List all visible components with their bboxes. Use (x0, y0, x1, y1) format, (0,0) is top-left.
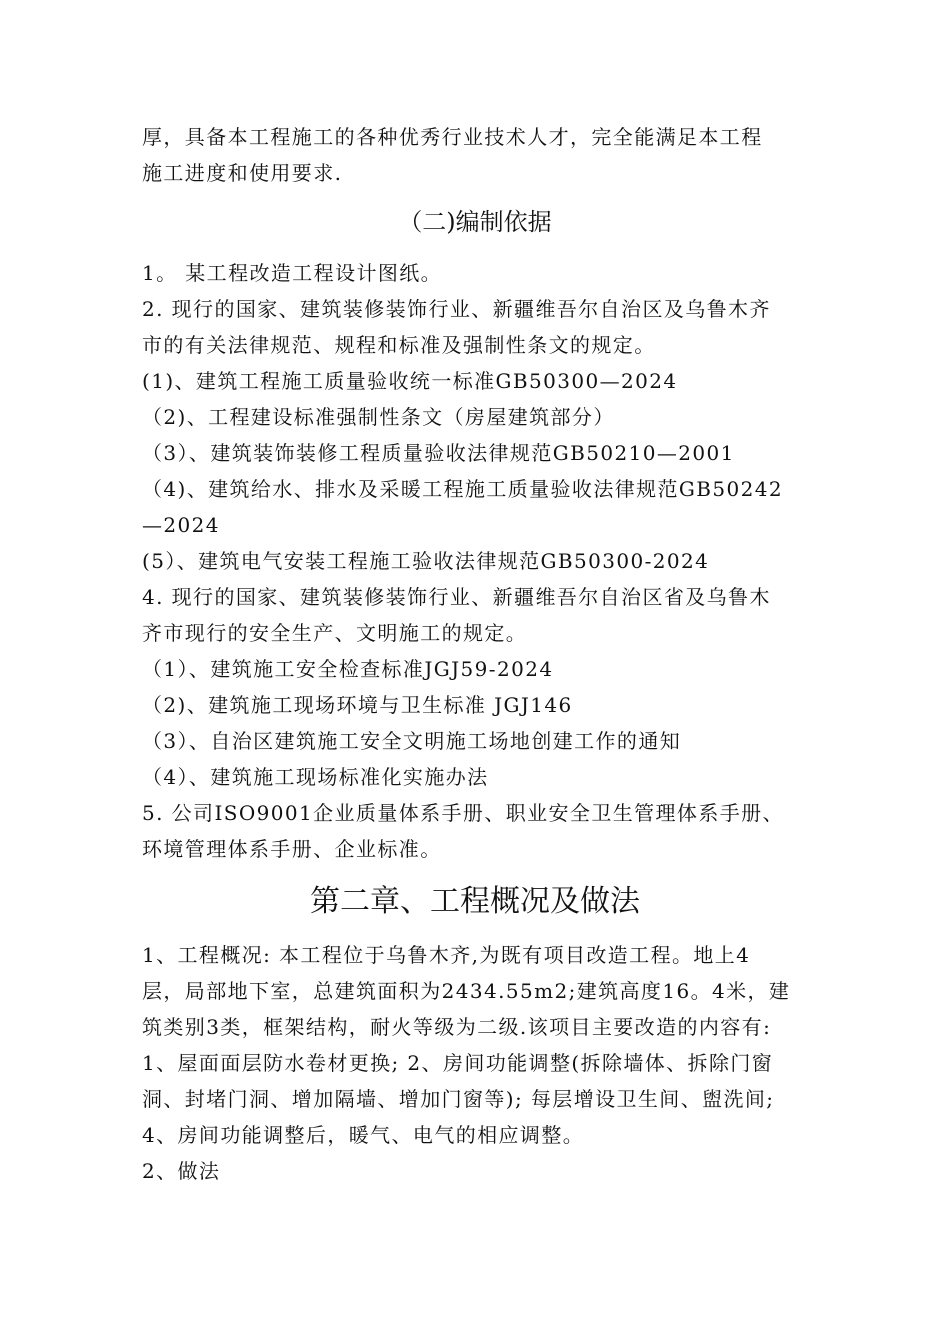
text-line: 1、工程概况: 本工程位于乌鲁木齐,为既有项目改造工程。地上4 (142, 943, 751, 967)
text-line: （1）、建筑施工安全检查标准JGJ59-2024 (142, 657, 554, 681)
section-heading: （二)编制依据 (398, 208, 552, 236)
text-line: (1)、建筑工程施工质量验收统一标准GB50300—2024 (142, 369, 678, 393)
text-line: （3）、自治区建筑施工安全文明施工场地创建工作的通知 (142, 729, 682, 753)
text-line: 市的有关法律规范、规程和标准及强制性条文的规定。 (142, 333, 656, 357)
text-line: 筑类别3类，框架结构，耐火等级为二级.该项目主要改造的内容有: (142, 1015, 772, 1039)
text-line: 2、做法 (142, 1159, 221, 1183)
text-line: 层，局部地下室，总建筑面积为2434.55m2;建筑高度16。4米，建 (142, 979, 791, 1003)
text-line: （4）、建筑施工现场标准化实施办法 (142, 765, 489, 789)
text-line: （2)、工程建设标准强制性条文（房屋建筑部分） (142, 405, 615, 429)
text-line: 施工进度和使用要求. (142, 161, 343, 185)
text-line: —2024 (142, 513, 220, 537)
text-line: 1、屋面面层防水卷材更换; 2、房间功能调整(拆除墙体、拆除门窗 (142, 1051, 774, 1075)
chapter-heading: 第二章、工程概况及做法 (310, 884, 640, 919)
text-line: 齐市现行的安全生产、文明施工的规定。 (142, 621, 528, 645)
text-line: 4、房间功能调整后，暖气、电气的相应调整。 (142, 1123, 585, 1147)
text-line: 1。 某工程改造工程设计图纸。 (142, 261, 443, 285)
text-line: （2)、建筑施工现场环境与卫生标准 JGJ146 (142, 693, 573, 717)
text-line: 环境管理体系手册、企业标准。 (142, 837, 442, 861)
text-line: 4. 现行的国家、建筑装修装饰行业、新疆维吾尔自治区省及乌鲁木 (142, 585, 771, 609)
text-line: 5. 公司ISO9001企业质量体系手册、职业安全卫生管理体系手册、 (142, 801, 784, 825)
text-line: （4)、建筑给水、排水及采暖工程施工质量验收法律规范GB50242 (142, 477, 784, 501)
text-line: （3）、建筑装饰装修工程质量验收法律规范GB50210—2001 (142, 441, 735, 465)
text-line: 洞、封堵门洞、增加隔墙、增加门窗等); 每层增设卫生间、盥洗间; (142, 1087, 775, 1111)
text-line: 厚，具备本工程施工的各种优秀行业技术人才，完全能满足本工程 (142, 125, 763, 149)
text-line: (5）、建筑电气安装工程施工验收法律规范GB50300-2024 (142, 549, 710, 573)
text-line: 2. 现行的国家、建筑装修装饰行业、新疆维吾尔自治区及乌鲁木齐 (142, 297, 771, 321)
